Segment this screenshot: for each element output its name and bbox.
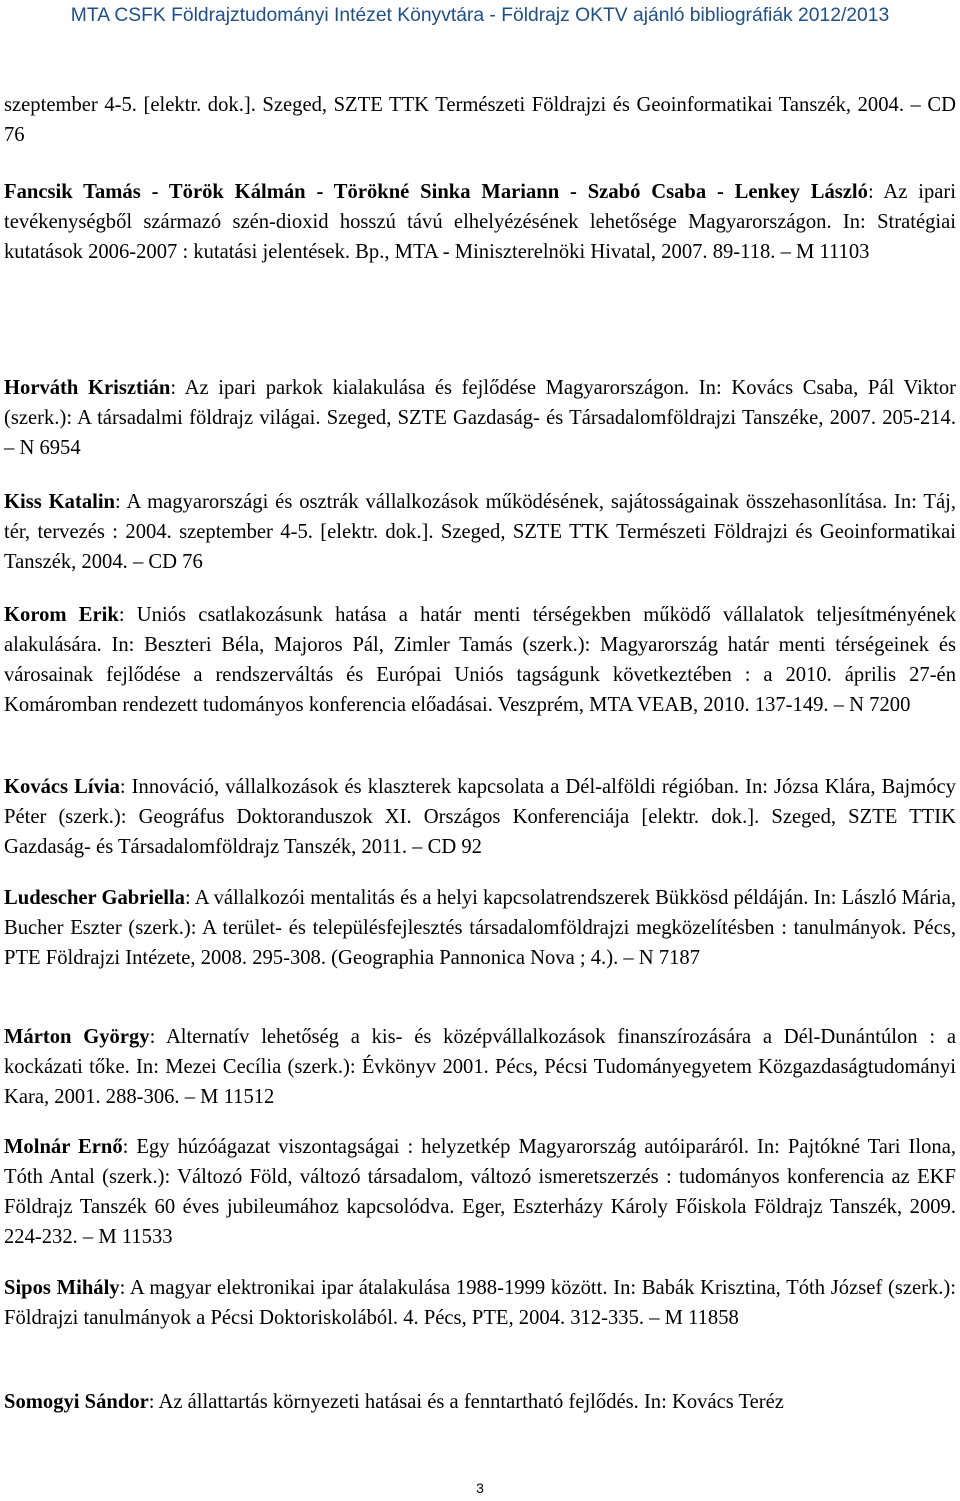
page-header: MTA CSFK Földrajztudományi Intézet Könyvtára - Földrajz OKTV ajánló bibliográfiák 2012/2013	[70, 5, 890, 26]
entry-author: Somogyi Sándor	[4, 1391, 149, 1413]
bibliography-entry	[4, 487, 956, 577]
entry-author: Ludescher Gabriella	[4, 887, 185, 909]
entry-text: : A magyar elektronikai ipar átalakulása 1988-1999 között. In: Babák Krisztina, Tóth József (szerk.): Földrajzi tanulmányok a Pécsi Doktoriskolából. 4. Pécs, PTE, 2004. 312-335. – M 11858	[4, 1277, 957, 1329]
bibliography-entry	[4, 772, 956, 862]
entry-text: : Az állattartás környezeti hatásai és a fenntartható fejlődés. In: Kovács Teréz	[148, 1391, 784, 1413]
entry-text: : Az ipari tevékenységből származó szén-dioxid hosszú távú elhelyézésének lehetősége Magyarországon. In: Stratégiai kutatások 2006-2007 : kutatási jelentések. Bp., MTA - Miniszterelnöki Hivatal, 2007. 89-118. – M 11103	[4, 181, 956, 263]
entry-text: : Alternatív lehetőség a kis- és középvállalkozások finanszírozására a Dél-Dunántúlon : a kockázati tőke. In: Mezei Cecília (szerk.): Évkönyv 2001. Pécs, Pécsi Tudományegyetem Közgazdaságtudományi Kara, 2001. 288-306. – M 11512	[4, 1026, 956, 1108]
entry-author: Kovács Lívia	[4, 776, 120, 798]
entry-text: : A vállalkozói mentalitás és a helyi kapcsolatrendszerek Bükkösd példáján. In: László Mária, Bucher Eszter (szerk.): A terület- és településfejlesztés társadalomföldrajzi megközelítésben : tanulmányok. Pécs, PTE Földrajzi Intézete, 2008. 295-308. (Geographia Pannonica Nova ; 4.). – N 7187	[4, 887, 957, 969]
entry-author: Sipos Mihály	[4, 1277, 120, 1299]
bibliography-entry	[4, 1273, 956, 1333]
bibliography-entry	[4, 1132, 956, 1252]
page-number: 3	[476, 1480, 484, 1496]
entry-text: : Egy húzóágazat viszontagságai : helyzetkép Magyarország autóiparáról. In: Pajtókné Tari Ilona, Tóth Antal (szerk.): Változó Föld, változó társadalom, változó ismeretszerzés : tudományos konferencia az EKF Földrajz Tanszék 60 éves jubileumához kapcsolódva. Eger, Eszterházy Károly Főiskola Földrajz Tanszék, 2009. 224-232. – M 11533	[4, 1136, 956, 1248]
bibliography-entry	[4, 600, 956, 720]
entry-author: Korom Erik	[4, 604, 119, 626]
entry-text: : Innováció, vállalkozások és klaszterek kapcsolata a Dél-alföldi régióban. In: Józsa Klára, Bajmócy Péter (szerk.): Geográfus Doktoranduszok XI. Országos Konferenciája [elektr. dok.]. Szeged, SZTE TTIK Gazdaság- és Társadalomföldrajz Tanszék, 2011. – CD 92	[4, 776, 956, 858]
bibliography-entry	[4, 373, 956, 463]
entry-author: Molnár Ernő	[4, 1136, 123, 1158]
entry-text: : Uniós csatlakozásunk hatása a határ menti térségekben működő vállalatok teljesítményének alakulására. In: Beszteri Béla, Majoros Pál, Zimler Tamás (szerk.): Magyarország határ menti térségeinek és városainak fejlődése a rendszerváltás és Európai Uniós tagságunk következtében : a 2010. április 27-én Komáromban rendezett tudományos konferencia előadásai. Veszprém, MTA VEAB, 2010. 137-149. – N 7200	[4, 604, 956, 716]
entry-text: : Az ipari parkok kialakulása és fejlődése Magyarországon. In: Kovács Csaba, Pál Viktor (szerk.): A társadalmi földrajz világai. Szeged, SZTE Gazdaság- és Társadalomföldrajzi Tanszéke, 2007. 205-214. – N 6954	[4, 377, 957, 459]
bibliography-entry	[4, 177, 956, 267]
entry-author: Márton György	[4, 1026, 150, 1048]
entry-text: : A magyarországi és osztrák vállalkozások működésének, sajátosságainak összehasonlítása. In: Táj, tér, tervezés : 2004. szeptember 4-5. [elektr. dok.]. Szeged, SZTE TTK Természeti Földrajzi és Geoinformatikai Tanszék, 2004. – CD 76	[4, 491, 956, 573]
bibliography-entry	[4, 1022, 956, 1112]
bibliography-entry	[4, 90, 956, 150]
entry-author: Horváth Krisztián	[4, 377, 171, 399]
entry-author: Kiss Katalin	[4, 491, 116, 513]
entry-author: Fancsik Tamás - Török Kálmán - Törökné Sinka Mariann - Szabó Csaba - Lenkey László	[4, 181, 868, 203]
entry-text: szeptember 4-5. [elektr. dok.]. Szeged, SZTE TTK Természeti Földrajzi és Geoinformatikai Tanszék, 2004. – CD 76	[4, 94, 956, 146]
bibliography-entry	[4, 883, 956, 973]
bibliography-entry	[4, 1387, 956, 1417]
